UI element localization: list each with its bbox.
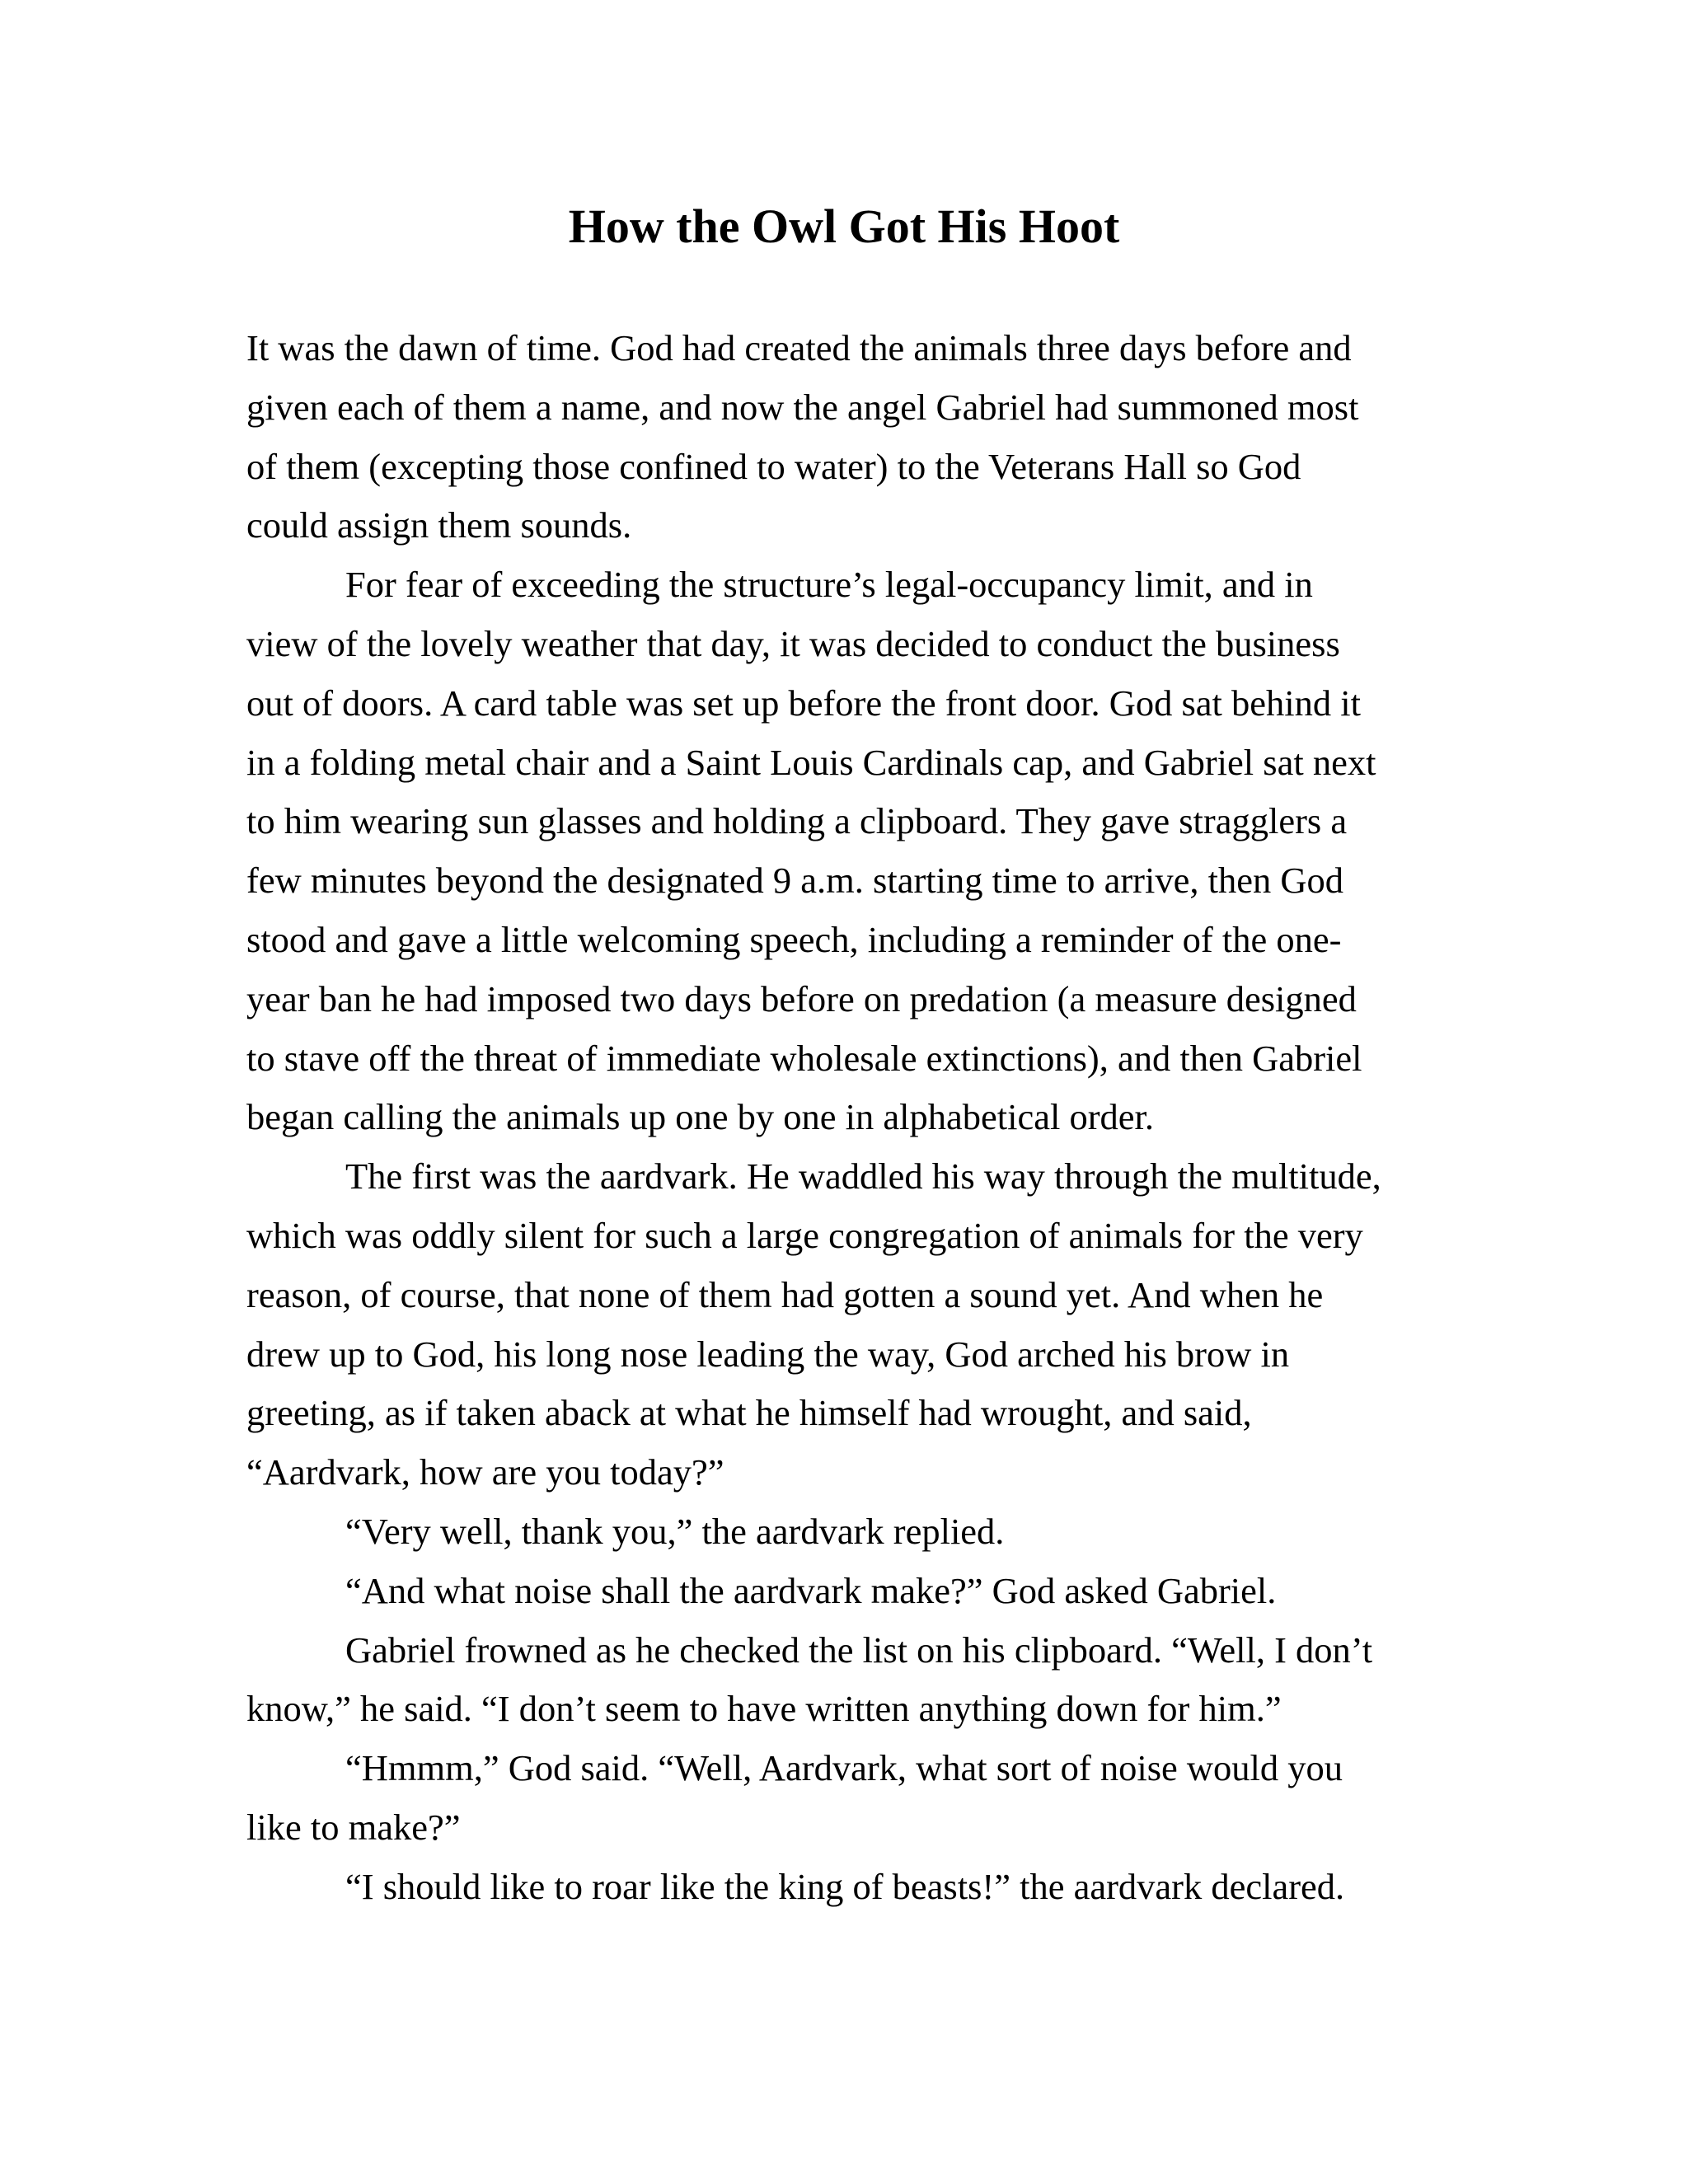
text-line: reason, of course, that none of them had gotten a sound yet. And when he <box>246 1273 1324 1315</box>
text-line: which was oddly silent for such a large congregation of animals for the very <box>246 1214 1363 1256</box>
text-line: greeting, as if taken aback at what he himself had wrought, and said, <box>246 1392 1252 1434</box>
text-line: Gabriel frowned as he checked the list on his clipboard. “Well, I don’t <box>345 1629 1373 1671</box>
text-line: could assign them sounds. <box>246 504 632 546</box>
text-line: “I should like to roar like the king of beasts!” the aardvark declared. <box>345 1865 1345 1907</box>
text-line: of them (excepting those confined to water) to the Veterans Hall so God <box>246 445 1301 487</box>
text-line: given each of them a name, and now the angel Gabriel had summoned most <box>246 386 1359 428</box>
text-line: few minutes beyond the designated 9 a.m. starting time to arrive, then God <box>246 860 1343 902</box>
text-line: drew up to God, his long nose leading the way, God arched his brow in <box>246 1333 1290 1375</box>
paragraph-6 <box>246 1621 1442 1740</box>
story-body <box>246 319 1442 1917</box>
paragraph-8 <box>246 1858 1442 1917</box>
paragraph-7 <box>246 1739 1442 1858</box>
text-line: “Very well, thank you,” the aardvark replied. <box>345 1510 1005 1552</box>
text-line: For fear of exceeding the structure’s legal-occupancy limit, and in <box>345 564 1313 606</box>
text-line: year ban he had imposed two days before on predation (a measure designed <box>246 977 1357 1019</box>
text-line: “And what noise shall the aardvark make?” God asked Gabriel. <box>345 1569 1277 1611</box>
paragraph-5 <box>246 1562 1442 1621</box>
text-line: to him wearing sun glasses and holding a clipboard. They gave stragglers a <box>246 800 1348 842</box>
text-line: like to make?” <box>246 1806 461 1848</box>
text-line: to stave off the threat of immediate wholesale extinctions), and then Gabriel <box>246 1037 1362 1079</box>
text-line: in a folding metal chair and a Saint Louis Cardinals cap, and Gabriel sat next <box>246 741 1376 783</box>
text-line: out of doors. A card table was set up before the front door. God sat behind it <box>246 682 1362 724</box>
text-line: began calling the animals up one by one in alphabetical order. <box>246 1096 1155 1138</box>
paragraph-1 <box>246 319 1442 555</box>
text-line: view of the lovely weather that day, it was decided to conduct the business <box>246 622 1340 664</box>
paragraph-3 <box>246 1147 1442 1502</box>
text-line: It was the dawn of time. God had created the animals three days before and <box>246 327 1352 368</box>
paragraph-2 <box>246 555 1442 1147</box>
text-line: know,” he said. “I don’t seem to have written anything down for him.” <box>246 1688 1282 1730</box>
paragraph-4 <box>246 1502 1442 1562</box>
page-title: How the Owl Got His Hoot <box>568 199 1120 253</box>
text-line: “Hmmm,” God said. “Well, Aardvark, what sort of noise would you <box>345 1747 1343 1789</box>
text-line: The first was the aardvark. He waddled his way through the multitude, <box>345 1155 1381 1197</box>
text-line: stood and gave a little welcoming speech, including a reminder of the one- <box>246 918 1342 960</box>
text-line: “Aardvark, how are you today?” <box>246 1451 724 1493</box>
